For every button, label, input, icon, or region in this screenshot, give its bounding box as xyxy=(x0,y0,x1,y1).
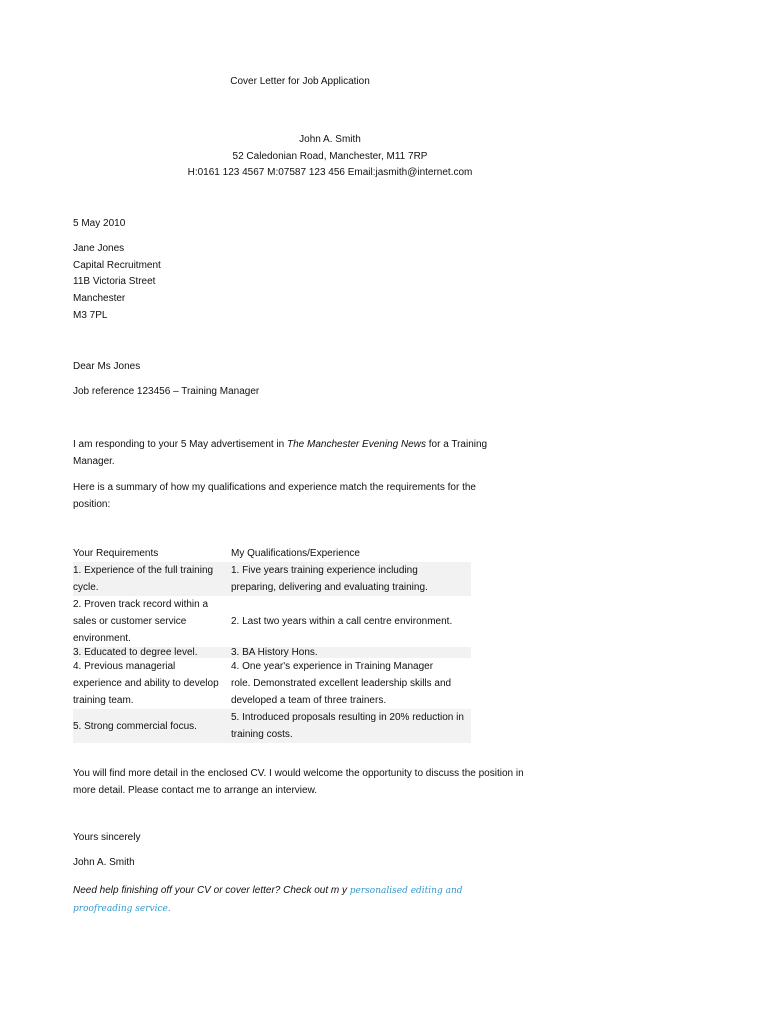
signature-name: John A. Smith xyxy=(73,857,135,868)
salutation: Dear Ms Jones xyxy=(73,361,141,372)
table-cell: 5. Strong commercial focus. xyxy=(73,709,231,743)
job-reference: Job reference 123456 – Training Manager xyxy=(73,386,260,397)
table-cell: 2. Last two years within a call centre environment. xyxy=(231,616,453,627)
table-cell: 4. Previous managerial experience and ability to develop training team. xyxy=(73,661,219,706)
table-header: My Qualifications/Experience xyxy=(231,548,360,559)
sign-off: Yours sincerely xyxy=(73,832,141,843)
sender-name: John A. Smith xyxy=(299,134,361,145)
table-cell: 3. BA History Hons. xyxy=(231,647,471,658)
table-header: Your Requirements xyxy=(73,548,159,559)
table-cell: 2. Proven track record within a sales or customer service environment. xyxy=(73,599,209,644)
closing-paragraph: You will find more detail in the enclosed CV. I would welcome the opportunity to discuss the position in more detail. Please contact me to arrange an interview. xyxy=(73,768,524,796)
recipient-line: Manchester xyxy=(73,293,126,304)
letter-date: 5 May 2010 xyxy=(73,218,126,229)
table-row xyxy=(73,562,471,596)
table-cell: 4. One year's experience in Training Manager role. Demonstrated excellent leadership skills and developed a team of three trainers. xyxy=(231,661,452,706)
document-title: Cover Letter for Job Application xyxy=(230,76,370,87)
intro-text: I am responding to your 5 May advertisement in xyxy=(73,439,287,450)
sender-contact: H:0161 123 4567 M:07587 123 456 Email:jasmith@internet.com xyxy=(187,167,473,178)
table-row xyxy=(73,658,471,709)
editing-service-link[interactable]: personalised editing and proofreading service xyxy=(73,886,463,914)
table-header-row xyxy=(73,545,471,562)
recipient-line: Jane Jones xyxy=(73,243,125,254)
summary-paragraph: Here is a summary of how my qualifications and experience match the requirements for the position: xyxy=(73,482,476,510)
table-cell: 3. Educated to degree level. xyxy=(73,647,231,658)
footer-note xyxy=(73,882,523,918)
recipient-line: M3 7PL xyxy=(73,310,108,321)
table-row xyxy=(73,709,471,743)
requirements-table xyxy=(73,545,471,743)
footer-text: Need help finishing off your CV or cover letter? Check out m y xyxy=(73,885,350,896)
sender-address: 52 Caledonian Road, Manchester, M11 7RP xyxy=(232,151,428,162)
recipient-line: 11B Victoria Street xyxy=(73,276,156,287)
table-row xyxy=(73,596,471,647)
table-cell: 5. Introduced proposals resulting in 20% reduction in training costs. xyxy=(231,709,471,743)
table-cell: 1. Experience of the full training cycle. xyxy=(73,562,231,596)
table-row xyxy=(73,647,471,658)
recipient-line: Capital Recruitment xyxy=(73,260,161,271)
intro-paragraph xyxy=(73,436,513,470)
publication-name: The Manchester Evening News xyxy=(287,439,426,450)
table-cell: 1. Five years training experience including preparing, delivering and evaluating training. xyxy=(231,562,471,596)
intro-text-end: for a Training Manager. xyxy=(73,439,488,467)
footer-end: . xyxy=(167,904,171,914)
